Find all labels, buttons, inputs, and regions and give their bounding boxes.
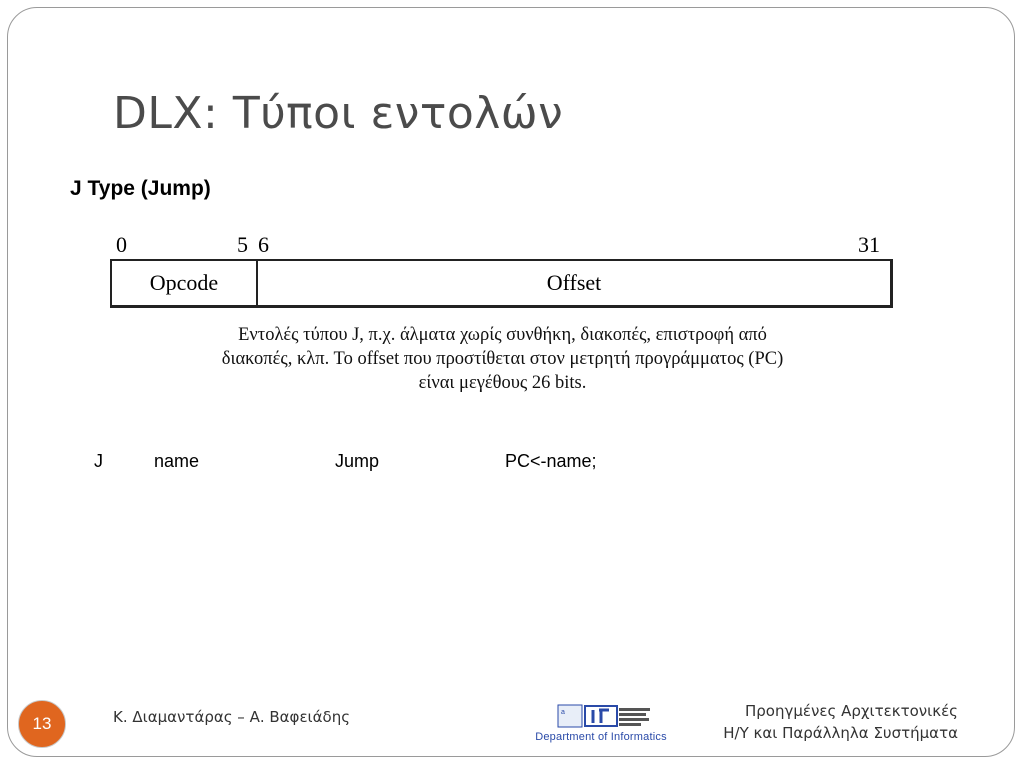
bit-label-5: 5 xyxy=(237,232,248,257)
instruction-format-box xyxy=(110,259,893,308)
description-line-3: είναι μεγέθους 26 bits. xyxy=(418,373,587,393)
footer-course-line-1: Προηγμένες Αρχιτεκτονικές xyxy=(745,702,958,720)
bit-label-0: 0 xyxy=(116,232,127,257)
slide-subtitle: J Type (Jump) xyxy=(70,177,211,200)
bit-label-31: 31 xyxy=(858,232,880,257)
description-line-2: διακοπές, κλπ. Το offset που προστίθεται στον μετρητή προγράμματος (PC) xyxy=(221,349,784,369)
instruction-operation: PC<-name; xyxy=(505,451,597,471)
instruction-operand: name xyxy=(154,451,200,471)
instruction-opcode: J xyxy=(94,451,103,471)
bit-label-6: 6 xyxy=(258,232,269,257)
department-logo xyxy=(525,700,677,746)
footer-authors: Κ. Διαμαντάρας – Α. Βαφειάδης xyxy=(113,708,351,726)
instruction-name: Jump xyxy=(335,451,380,471)
footer-course-line-2: Η/Υ και Παράλληλα Συστήματα xyxy=(723,724,958,742)
opcode-field: Opcode xyxy=(112,261,258,305)
description-line-1: Εντολές τύπου J, π.χ. άλματα χωρίς συνθήκη, διακοπές, επιστροφή από xyxy=(238,325,767,345)
format-description xyxy=(110,323,895,395)
logo-caption: Department of Informatics xyxy=(535,731,667,743)
footer-course-title xyxy=(723,700,958,744)
page-number-badge: 13 xyxy=(18,700,66,748)
svg-text:a: a xyxy=(561,709,565,716)
slide-title: DLX: Τύποι εντολών xyxy=(113,88,564,139)
offset-field: Offset xyxy=(546,270,602,295)
department-logo-mark-icon xyxy=(557,702,652,730)
